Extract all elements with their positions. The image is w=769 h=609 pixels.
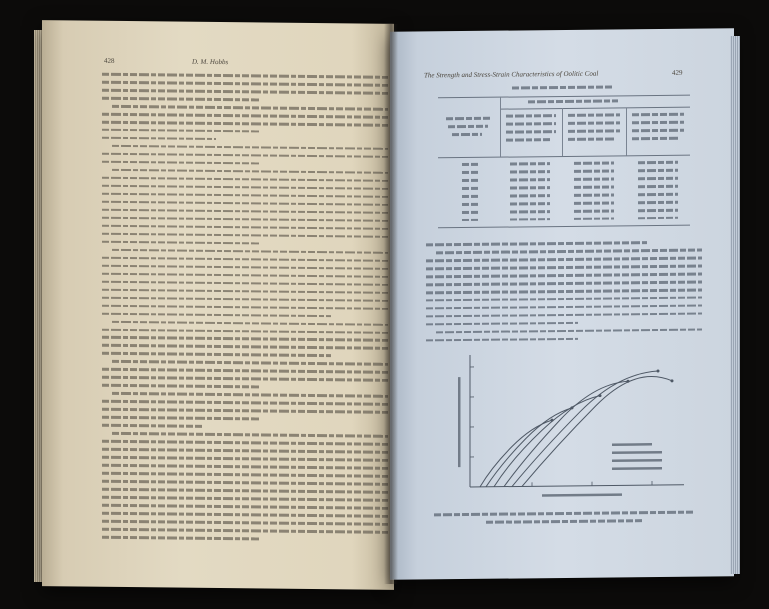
data-table <box>438 83 690 236</box>
stress-strain-figure <box>452 345 702 508</box>
left-running-head: D. M. Hobbs <box>192 57 229 67</box>
book-gutter <box>384 24 398 584</box>
right-page <box>390 28 734 580</box>
table-rows <box>438 161 690 228</box>
right-body-text <box>426 241 702 348</box>
right-page-number: 429 <box>672 68 683 77</box>
right-running-head: The Strength and Stress-Strain Characteristics of Oolitic Coal <box>424 69 599 80</box>
left-page <box>42 20 394 590</box>
figure-caption <box>434 511 694 530</box>
stress-strain-curves <box>452 345 702 508</box>
left-body-text <box>102 73 388 547</box>
right-page-edges <box>730 36 740 574</box>
left-page-number: 428 <box>104 56 115 65</box>
